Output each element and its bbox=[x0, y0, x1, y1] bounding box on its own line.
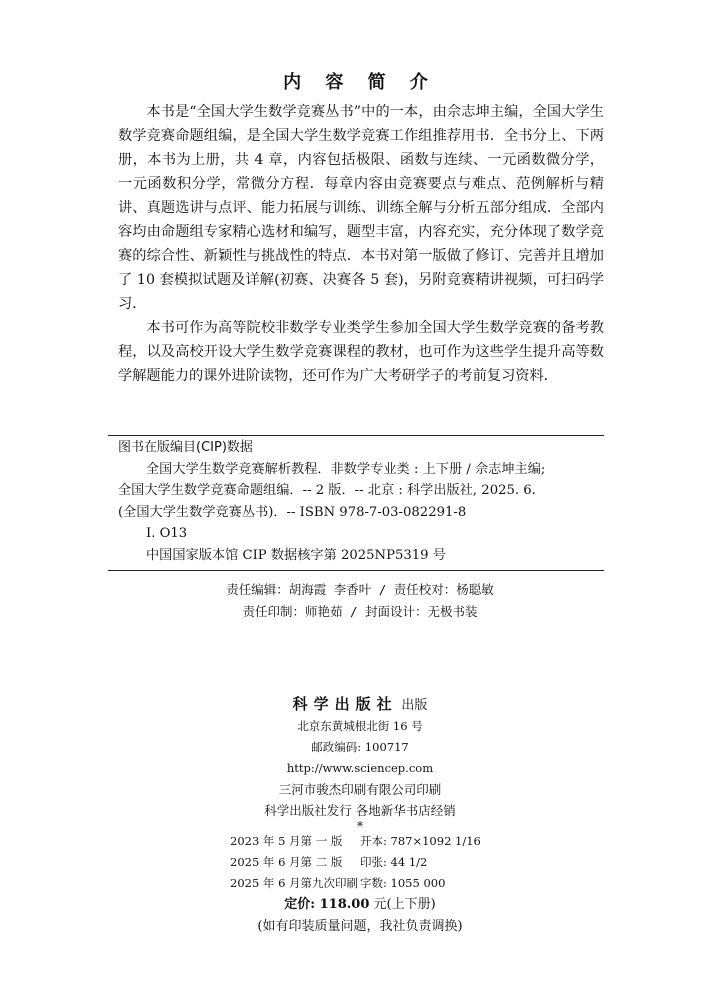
separator-star: * bbox=[357, 819, 363, 833]
edition-row bbox=[0, 873, 720, 894]
intro-paragraph-2: 本书可作为高等院校非数学专业类学生参加全国大学生数学竞赛的备考教程，以及高校开设大学生数学竞赛课程的教材，也可作为这些学生提升高等数学解题能力的课外进阶读物，还可作为广大考研学子的考前复习资料． bbox=[118, 320, 604, 384]
edition-row bbox=[0, 852, 720, 873]
cip-top-rule bbox=[108, 435, 604, 436]
publisher-address: 北京东黄城根北街 16 号 bbox=[297, 719, 423, 733]
edition-sheets: 印张: 44 1/2 bbox=[360, 855, 428, 869]
cip-heading: 图书在版编目(CIP)数据 bbox=[118, 440, 253, 455]
cip-line-3: (全国大学生数学竞赛丛书)．-- ISBN 978-7-03-082291-8 bbox=[118, 504, 467, 520]
price bbox=[0, 894, 720, 916]
publisher-name: 科学出版社 bbox=[292, 695, 398, 713]
printer: 三河市骏杰印刷有限公司印刷 bbox=[278, 782, 442, 797]
publisher-postcode: 邮政编码: 100717 bbox=[311, 740, 409, 754]
edition-second-date: 2025 年 6 月第 二 版 bbox=[230, 855, 343, 869]
edition-wordcount: 字数: 1055 000 bbox=[360, 876, 446, 890]
page-title: 内 容 简 介 bbox=[283, 72, 437, 93]
intro-text bbox=[118, 100, 604, 388]
cip-bottom-rule bbox=[108, 570, 604, 571]
publisher-url: http://www.sciencep.com bbox=[286, 761, 434, 775]
price-suffix: 元(上下册) bbox=[373, 897, 436, 912]
quality-note: (如有印装质量问题，我社负责调换) bbox=[257, 919, 463, 934]
publisher-block bbox=[0, 694, 720, 938]
edition-printing: 2025 年 6 月第九次印刷 bbox=[230, 876, 359, 890]
price-label: 定价: bbox=[284, 897, 316, 912]
distribution: 科学出版社发行 各地新华书店经销 bbox=[264, 803, 456, 818]
publisher-suffix: 出版 bbox=[401, 698, 428, 713]
intro-paragraph-1: 本书是“全国大学生数学竞赛丛书”中的一本，由佘志坤主编，全国大学生数学竞赛命题组编，是全国大学生数学竞赛工作组推荐用书．全书分上、下两册，本书为上册，共 4 章，内容包括极限、函数与连续、一元函数微分学，一元函数积分学，常微分方程．每章内容由竞赛要点与难点、范例解析与精讲、真题选讲与点评、能力拓展与训练、训练全解与分析五部分组成．全部内容均由命题组专家精心选材和编写，题型丰富，内容充实，充分体现了数学竞赛的综合性、新颖性与挑战性的特点．本书对第一版做了修订、完善并且增加了 10 套模拟试题及详解(初赛、决赛各 5 套)，另附竞赛精讲视频，可扫码学习． bbox=[118, 104, 604, 312]
edition-row bbox=[0, 831, 720, 852]
cip-line-1: 全国大学生数学竞赛解析教程．非数学专业类 : 上下册 / 佘志坤主编; bbox=[146, 461, 546, 477]
cip-block bbox=[118, 437, 604, 566]
cip-line-2: 全国大学生数学竞赛命题组编．-- 2 版．-- 北京 : 科学出版社, 2025. 6. bbox=[118, 483, 536, 498]
price-amount: 118.00 bbox=[319, 897, 370, 912]
credits-line-1: 责任编辑：胡海霞 李香叶 / 责任校对：杨聪敏 bbox=[226, 582, 494, 597]
cip-line-5: 中国国家版本馆 CIP 数据核字第 2025NP5319 号 bbox=[146, 547, 446, 563]
edition-format: 开本: 787×1092 1/16 bbox=[360, 834, 481, 848]
edition-first-date: 2023 年 5 月第 一 版 bbox=[230, 834, 343, 848]
credits-line-2: 责任印制：师艳茹 / 封面设计：无极书装 bbox=[242, 604, 478, 619]
cip-line-4: Ⅰ. O13 bbox=[146, 526, 188, 541]
